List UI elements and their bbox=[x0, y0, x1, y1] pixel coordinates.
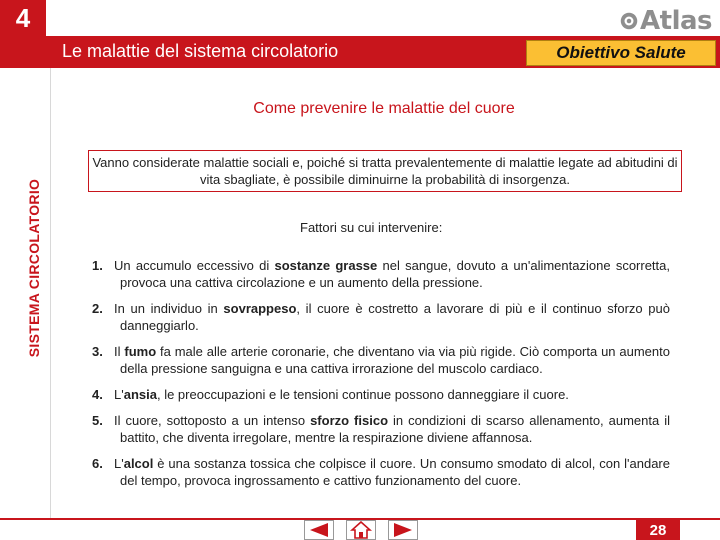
item-text: , le preoccupazioni e le tensioni continue possono danneggiare il cuore. bbox=[156, 387, 569, 402]
item-text: L' bbox=[114, 456, 124, 471]
objective-badge: Obiettivo Salute bbox=[526, 40, 716, 66]
item-keyword: sostanze grasse bbox=[274, 258, 378, 273]
home-button[interactable] bbox=[346, 520, 376, 540]
item-text: L' bbox=[114, 387, 124, 402]
list-item bbox=[92, 455, 670, 489]
list-item bbox=[92, 257, 670, 291]
item-text: nel sangue, dovuto a un'alimentazione scorretta, provoca una cattiva circolazione e un aumento della pressione. bbox=[120, 258, 670, 290]
item-number: 2. bbox=[92, 301, 103, 316]
next-button[interactable] bbox=[388, 520, 418, 540]
section-subtitle: Come prevenire le malattie del cuore bbox=[253, 100, 515, 117]
intro-box: Vanno considerate malattie sociali e, poiché si tratta prevalentemente di malattie legate ad abitudini di vita sbagliate, è possibile diminuirne la probabilità di insorgenza. bbox=[88, 150, 682, 192]
item-text: In un individuo in bbox=[114, 301, 224, 316]
item-keyword: ansia bbox=[123, 387, 157, 402]
item-text: è una sostanza tossica che colpisce il cuore. Un consumo smodato di alcol, con l'andare del tempo, provoca ingrossamento e cattivo funzionamento del cuore. bbox=[120, 456, 670, 488]
next-icon bbox=[392, 522, 414, 538]
list-item bbox=[92, 386, 670, 403]
list-item bbox=[92, 412, 670, 446]
logo-text: Atlas bbox=[640, 6, 712, 36]
item-number: 1. bbox=[92, 258, 103, 273]
item-number: 3. bbox=[92, 344, 103, 359]
item-text: fa male alle arterie coronarie, che diventano via via più rigide. Ciò comporta un aumento della pressione sanguigna e una cattiva irrorazione del muscolo cardiaco. bbox=[120, 344, 670, 376]
item-number: 5. bbox=[92, 413, 103, 428]
atlas-logo-icon bbox=[620, 9, 638, 33]
item-text: Il bbox=[114, 344, 125, 359]
factor-list bbox=[92, 257, 670, 498]
list-item bbox=[92, 343, 670, 377]
chapter-number: 4 bbox=[0, 0, 46, 36]
item-text: Il cuore, sottoposto a un intenso bbox=[114, 413, 311, 428]
page-title: Le malattie del sistema circolatorio bbox=[62, 41, 339, 61]
list-item bbox=[92, 300, 670, 334]
item-keyword: fumo bbox=[124, 344, 157, 359]
item-number: 6. bbox=[92, 456, 103, 471]
item-number: 4. bbox=[92, 387, 103, 402]
sidebar-section-label: SISTEMA CIRCOLATORIO bbox=[26, 178, 42, 358]
page-number: 28 bbox=[636, 520, 680, 540]
item-keyword: alcol bbox=[123, 456, 154, 471]
item-text: Un accumulo eccessivo di bbox=[114, 258, 275, 273]
item-keyword: sforzo fisico bbox=[310, 413, 389, 428]
factors-heading: Fattori su cui intervenire: bbox=[300, 220, 443, 235]
atlas-logo bbox=[620, 6, 712, 36]
home-icon bbox=[350, 521, 372, 539]
item-text: , il cuore è costretto a lavorare di più e il continuo sforzo può danneggiarlo. bbox=[120, 301, 671, 333]
item-keyword: sovrappeso bbox=[223, 301, 297, 316]
item-text: in condizioni di scarso allenamento, aumenta il battito, che diventa irregolare, mentre la respirazione diviene affannosa. bbox=[120, 413, 670, 445]
title-bar bbox=[0, 36, 720, 68]
previous-button[interactable] bbox=[304, 520, 334, 540]
previous-icon bbox=[308, 522, 330, 538]
sidebar-divider bbox=[50, 68, 51, 518]
